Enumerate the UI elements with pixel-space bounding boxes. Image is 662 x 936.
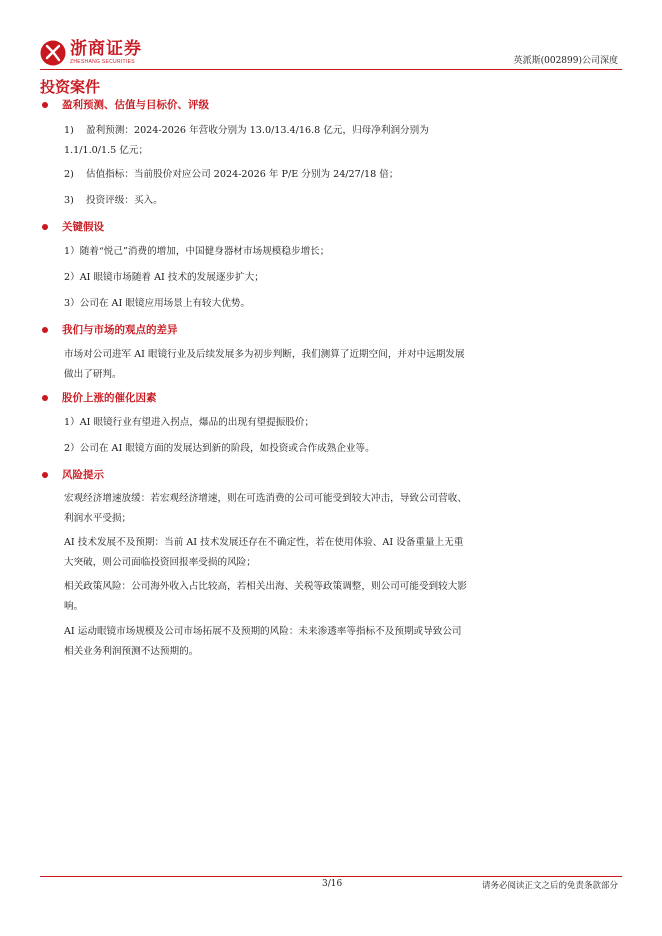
paragraph-text: 2）公司在 AI 眼镜方面的发展达到新的阶段，如投资或合作成熟企业等。 [64,443,375,454]
logo-mark-icon [40,40,66,66]
section-heading-assumptions [42,219,104,234]
section-heading-label: 股价上涨的催化因素 [62,392,157,404]
bullet-icon [42,472,48,478]
paragraph-catalyst-2 [64,439,468,459]
page-title: 投资案件 [40,78,101,96]
section-heading-forecast [42,97,209,112]
company-logo [40,40,142,70]
header-divider [40,69,622,70]
logo-chinese-name: 浙商证券 [70,39,142,59]
bullet-icon [42,102,48,108]
logo-english-name: ZHESHANG SECURITIES [70,59,135,65]
section-heading-catalysts [42,390,157,405]
footer-disclaimer: 请务必阅读正文之后的免责条款部分 [481,881,618,891]
paragraph-text: 3）公司在 AI 眼镜应用场景上有较大优势。 [64,298,251,309]
paragraph-forecast-3 [64,191,468,211]
item-number: 2) [64,169,74,180]
section-heading-label: 风险提示 [62,469,104,481]
paragraph-assumption-3 [64,294,468,314]
section-heading-risks [42,467,104,482]
paragraph-text: 1）随着“悦己”消费的增加，中国健身器材市场规模稳步增长； [64,246,330,257]
page-header [40,38,620,72]
bullet-icon [42,395,48,401]
paragraph-text: 相关政策风险：公司海外收入占比较高，若相关出海、关税等政策调整，则公司可能受到较大影响。 [64,581,467,612]
paragraph-text: AI 技术发展不及预期：当前 AI 技术发展还存在不确定性，若在使用体验、AI 设备重量上无重大突破，则公司面临投资回报率受损的风险； [64,537,464,568]
bullet-icon [42,224,48,230]
section-heading-label: 我们与市场的观点的差异 [62,324,178,336]
paragraph-text: 市场对公司进军 AI 眼镜行业及后续发展多为初步判断，我们测算了近期空间，并对中远期发展做出了研判。 [64,349,465,380]
paragraph-forecast-2 [64,165,468,185]
paragraph-risk-1 [64,489,468,528]
paragraph-text: AI 运动眼镜市场规模及公司市场拓展不及预期的风险：未来渗透率等指标不及预期或导致公司相关业务利润预测不达预期的。 [64,626,462,657]
paragraph-views-1 [64,345,468,384]
item-number: 3) [64,195,74,206]
bullet-icon [42,327,48,333]
paragraph-assumption-1 [64,242,468,262]
report-tag: 英派斯(002899)公司深度 [513,56,618,66]
paragraph-risk-4 [64,622,468,661]
section-heading-label: 盈利预测、估值与目标价、评级 [62,99,209,111]
page-number: 3/16 [322,879,343,889]
paragraph-text: 2）AI 眼镜市场随着 AI 技术的发展逐步扩大； [64,272,264,283]
paragraph-risk-2 [64,533,468,572]
paragraph-text: 估值指标：当前股价对应公司 2024-2026 年 P/E 分别为 24/27/18 倍； [86,169,399,180]
paragraph-text: 1）AI 眼镜行业有望进入拐点，爆品的出现有望提振股价； [64,417,315,428]
paragraph-assumption-2 [64,268,468,288]
footer-divider [40,876,622,877]
section-heading-views [42,322,178,337]
section-heading-label: 关键假设 [62,221,104,233]
paragraph-forecast-1 [64,121,468,160]
paragraph-risk-3 [64,577,468,616]
paragraph-text: 盈利预测：2024-2026 年营收分别为 13.0/13.4/16.8 亿元，归母净利润分别为 1.1/1.0/1.5 亿元； [64,125,429,156]
paragraph-text: 投资评级：买入。 [86,195,163,206]
item-number: 1) [64,125,74,136]
paragraph-catalyst-1 [64,413,468,433]
paragraph-text: 宏观经济增速放缓：若宏观经济增速，则在可选消费的公司可能受到较大冲击，导致公司营收、利润水平受损； [64,493,467,524]
